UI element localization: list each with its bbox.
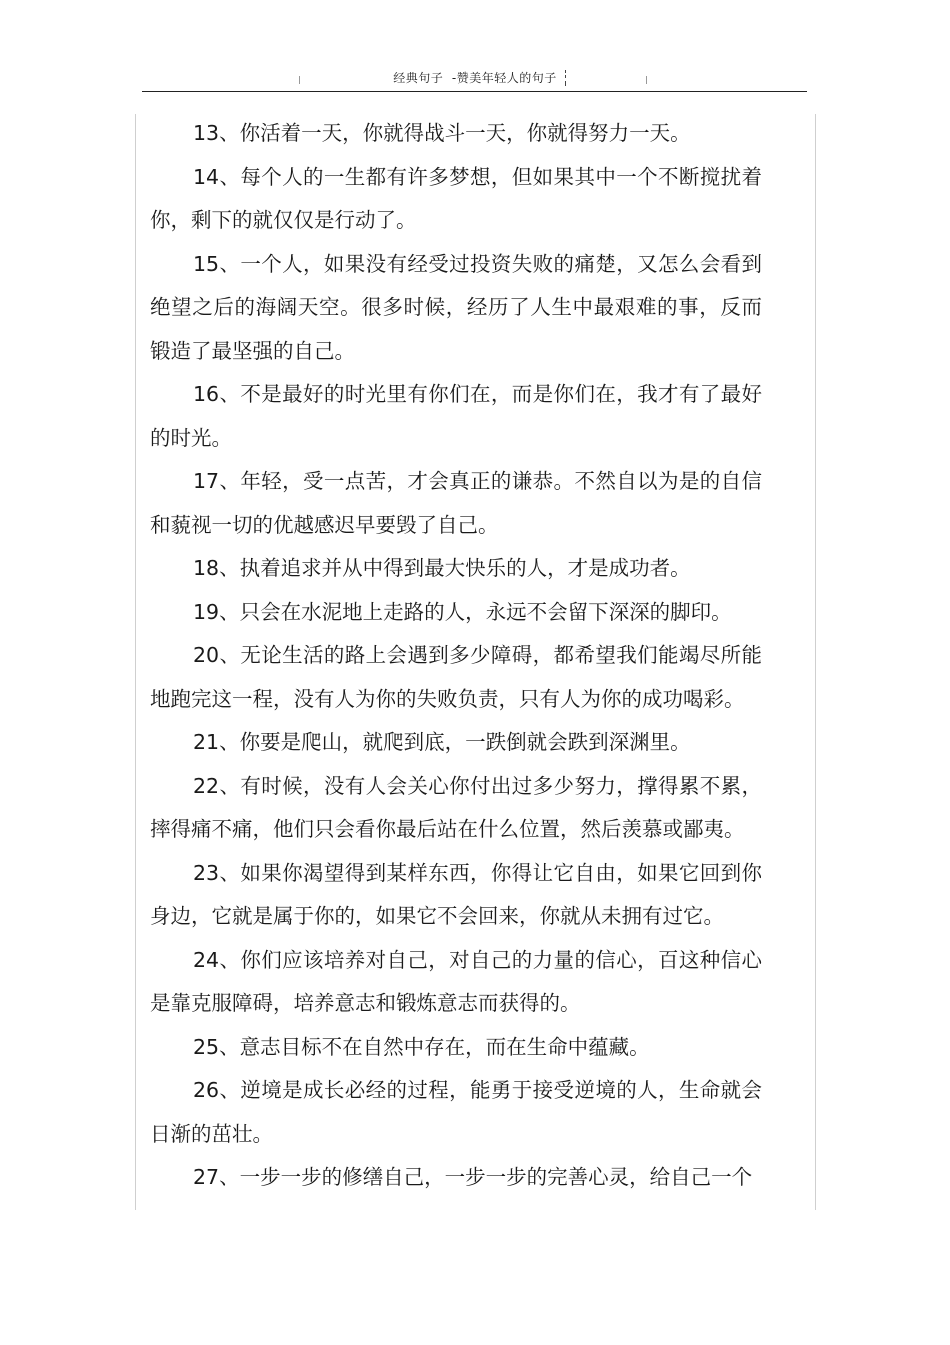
header-tick-mark bbox=[565, 81, 566, 86]
paragraph: 13、你活着一天，你就得战斗一天，你就得努力一天。 bbox=[193, 121, 691, 145]
right-margin-line bbox=[815, 114, 816, 1210]
header-title: 经典句子 -赞美年轻人的句子 bbox=[393, 71, 557, 85]
paragraph: 15、一个人，如果没有经受过投资失败的痛楚，又怎么会看到绝望之后的海阔天空。很多时候，经历了人生中最艰难的事，反而锻造了最坚强的自己。 bbox=[150, 251, 762, 363]
header-tick-mark bbox=[565, 70, 566, 78]
paragraph: 26、逆境是成长必经的过程，能勇于接受逆境的人，生命就会日渐的茁壮。 bbox=[150, 1078, 762, 1146]
paragraph: 24、你们应该培养对自己，对自己的力量的信心，百这种信心是靠克服障碍，培养意志和锻炼意志而获得的。 bbox=[150, 947, 762, 1015]
paragraph: 25、意志目标不在自然中存在，而在生命中蕴藏。 bbox=[193, 1034, 650, 1059]
header-tick-mark bbox=[646, 76, 647, 84]
paragraph: 17、年轻，受一点苦，才会真正的谦恭。不然自以为是的自信和藐视一切的优越感迟早要毁了自己。 bbox=[150, 469, 762, 537]
paragraph: 16、不是最好的时光里有你们在，而是你们在，我才有了最好的时光。 bbox=[150, 382, 762, 450]
header-tick-mark bbox=[299, 76, 300, 84]
paragraph: 18、执着追求并从中得到最大快乐的人，才是成功者。 bbox=[193, 556, 691, 580]
paragraph: 22、有时候，没有人会关心你付出过多少努力，撑得累不累，摔得痛不痛，他们只会看你最后站在什么位置，然后羡慕或鄙夷。 bbox=[150, 773, 762, 841]
paragraph: 23、如果你渴望得到某样东西，你得让它自由，如果它回到你身边，它就是属于你的，如果它不会回来，你就从未拥有过它。 bbox=[150, 860, 762, 928]
paragraph: 21、你要是爬山，就爬到底，一跌倒就会跌到深渊里。 bbox=[193, 730, 691, 754]
document-body bbox=[150, 112, 762, 1200]
header-divider bbox=[142, 91, 807, 92]
paragraph: 14、每个人的一生都有许多梦想，但如果其中一个不断搅扰着你，剩下的就仅仅是行动了。 bbox=[150, 164, 762, 232]
paragraph: 27、一步一步的修缮自己，一步一步的完善心灵，给自己一个 bbox=[193, 1165, 753, 1189]
paragraph: 20、无论生活的路上会遇到多少障碍，都希望我们能竭尽所能地跑完这一程，没有人为你的失败负责，只有人为你的成功喝彩。 bbox=[150, 643, 762, 711]
paragraph: 19、只会在水泥地上走路的人，永远不会留下深深的脚印。 bbox=[193, 599, 732, 624]
left-margin-line bbox=[135, 114, 136, 1210]
